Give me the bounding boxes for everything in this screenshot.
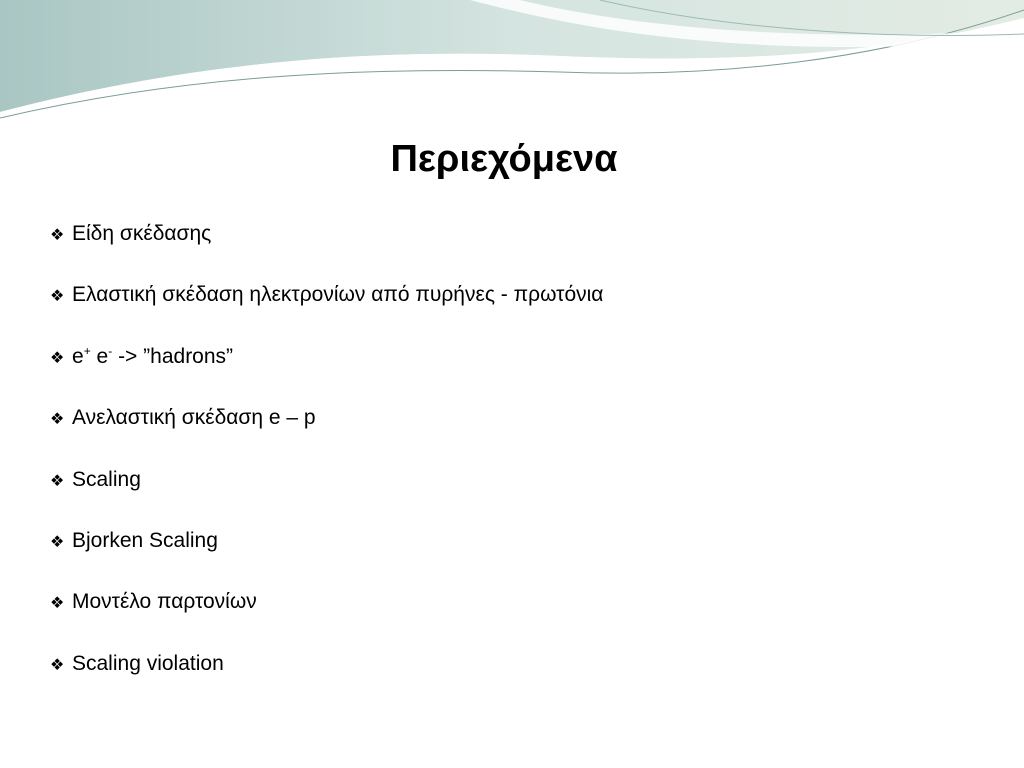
diamond-bullet-icon: ❖ (50, 470, 65, 490)
list-item-text: Scaling (72, 467, 141, 491)
list-item (50, 529, 603, 590)
contents-list (50, 222, 603, 713)
diamond-bullet-icon: ❖ (50, 531, 65, 551)
list-item (50, 283, 603, 344)
list-item (50, 406, 603, 467)
list-item (50, 590, 603, 651)
slide-title: Περιεχόμενα (390, 138, 618, 180)
diamond-bullet-icon: ❖ (50, 654, 65, 674)
diamond-bullet-icon: ❖ (50, 286, 65, 306)
list-item-text: e+ e- -> ”hadrons” (72, 343, 234, 368)
diamond-bullet-icon: ❖ (50, 409, 65, 429)
list-item-text: Είδη σκέδασης (72, 222, 212, 245)
list-item-text: Bjorken Scaling (72, 528, 218, 552)
diamond-bullet-icon: ❖ (50, 225, 65, 244)
header-wave-decoration (0, 0, 1024, 130)
list-item-text: Ελαστική σκέδαση ηλεκτρονίων από πυρήνες - πρωτόνια (72, 283, 604, 307)
list-item (50, 345, 603, 406)
list-item-text: Scaling violation (72, 651, 224, 675)
diamond-bullet-icon: ❖ (50, 347, 65, 367)
list-item (50, 652, 603, 713)
list-item (50, 468, 603, 529)
diamond-bullet-icon: ❖ (50, 593, 65, 613)
list-item-text: Ανελαστική σκέδαση e – p (72, 406, 316, 430)
list-item-text: Μοντέλο παρτονίων (72, 590, 257, 614)
list-item (50, 222, 603, 283)
